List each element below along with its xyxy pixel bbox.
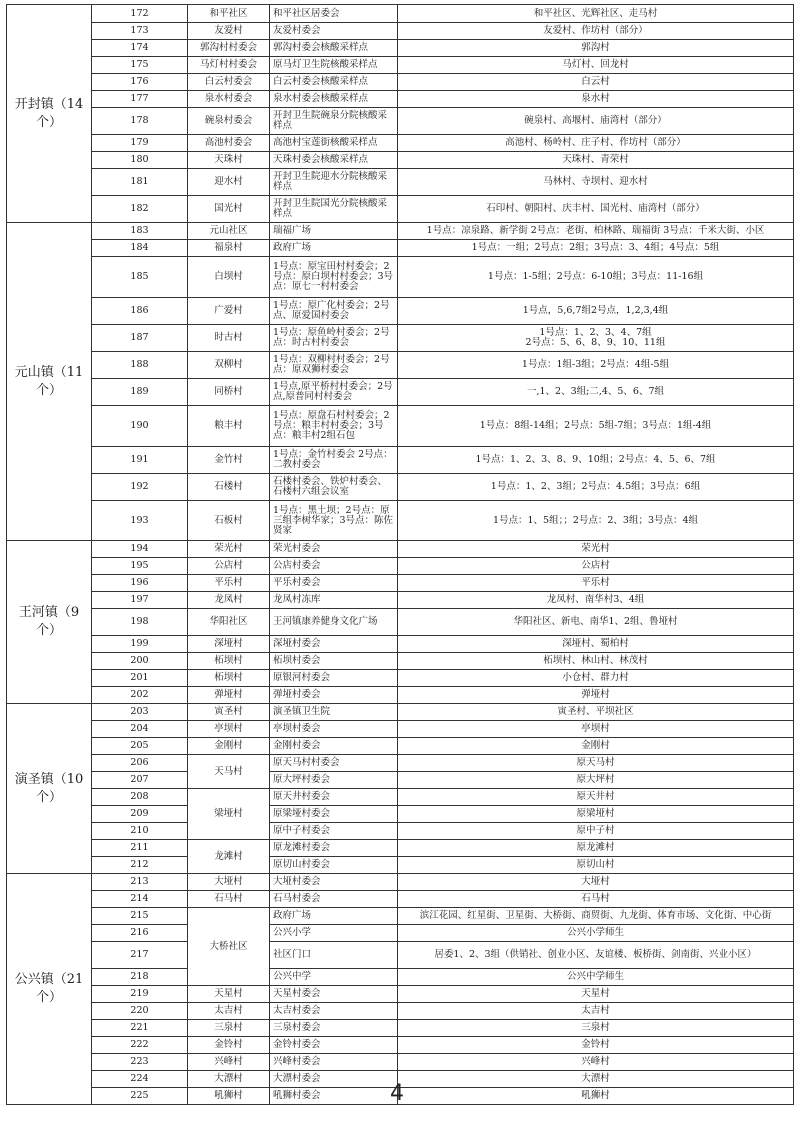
row-number: 200 [92,653,188,670]
sampling-site: 天星村委会 [270,986,398,1003]
row-number: 225 [92,1088,188,1105]
sampling-site: 原天井村委会 [270,789,398,806]
table-row [7,474,794,501]
table-row [7,379,794,406]
coverage-scope: 荣光村 [398,541,794,558]
coverage-scope: 滨江花园、红星街、卫星街、大桥街、商贸街、九龙街、体育市场、文化街、中心街 [398,908,794,925]
sampling-site: 1号点：原广化村委会；2号点、原爱国村委会 [270,298,398,325]
sampling-site: 大垭村委会 [270,874,398,891]
row-number: 221 [92,1020,188,1037]
row-number: 179 [92,135,188,152]
table-row [7,152,794,169]
village-name: 平乐村 [188,575,270,592]
row-number: 192 [92,474,188,501]
town-name: 公兴镇（21个） [7,874,92,1105]
village-name: 友爱村 [188,23,270,40]
table-row [7,5,794,23]
row-number: 203 [92,704,188,721]
coverage-scope: 郭沟村 [398,40,794,57]
table-row [7,558,794,575]
table-row [7,1020,794,1037]
table-row [7,772,794,789]
coverage-scope: 原龙滩村 [398,840,794,857]
coverage-scope: 柘坝村、林山村、林茂村 [398,653,794,670]
village-name: 双柳村 [188,352,270,379]
table-row [7,908,794,925]
coverage-scope: 平乐村 [398,575,794,592]
row-number: 174 [92,40,188,57]
coverage-scope: 1号点：1-5组；2号点：6-10组；3号点：11-16组 [398,257,794,298]
coverage-scope: 原天马村 [398,755,794,772]
coverage-scope: 弹垭村 [398,687,794,704]
village-name: 金铃村 [188,1037,270,1054]
coverage-scope: 原中子村 [398,823,794,840]
sampling-site: 公兴中学 [270,969,398,986]
row-number: 173 [92,23,188,40]
row-number: 220 [92,1003,188,1020]
sampling-site: 高池村宝莲街核酸采样点 [270,135,398,152]
sampling-site: 龙凤村冻库 [270,592,398,609]
coverage-scope: 大漂村 [398,1071,794,1088]
sampling-site: 柘坝村委会 [270,653,398,670]
row-number: 210 [92,823,188,840]
table-row [7,823,794,840]
coverage-scope: 原切山村 [398,857,794,874]
village-name: 华阳社区 [188,609,270,636]
row-number: 189 [92,379,188,406]
sampling-site: 荣光村委会 [270,541,398,558]
village-name: 公店村 [188,558,270,575]
sampling-site: 1号点：原鱼岭村委会；2号点：时古村村委会 [270,325,398,352]
coverage-scope: 1号点：1、2、3、4、7组 2号点：5、6、8、9、10、11组 [398,325,794,352]
table-row [7,653,794,670]
row-number: 207 [92,772,188,789]
village-name: 大漂村 [188,1071,270,1088]
coverage-scope: 公店村 [398,558,794,575]
table-row [7,57,794,74]
row-number: 215 [92,908,188,925]
village-name: 福泉村 [188,240,270,257]
row-number: 181 [92,169,188,196]
sampling-site: 石楼村委会、铁炉村委会、石楼村六组会议室 [270,474,398,501]
coverage-scope: 泉水村 [398,91,794,108]
coverage-scope: 原梁垭村 [398,806,794,823]
row-number: 223 [92,1054,188,1071]
table-row [7,40,794,57]
table-row [7,609,794,636]
coverage-scope: 马林村、寺坝村、迎水村 [398,169,794,196]
sampling-site: 三泉村委会 [270,1020,398,1037]
row-number: 180 [92,152,188,169]
table-row [7,592,794,609]
sampling-site: 1号点：原盘石村村委会；2号点：粮丰村村委会；3号点：粮丰村2组石包 [270,406,398,447]
sampling-site: 开封卫生院国光分院核酸采样点 [270,196,398,223]
sampling-site: 郭沟村委会核酸采样点 [270,40,398,57]
village-name: 大垭村 [188,874,270,891]
coverage-scope: 兴峰村 [398,1054,794,1071]
table-row [7,169,794,196]
table-row [7,541,794,558]
coverage-scope: 白云村 [398,74,794,91]
sampling-site-table [6,4,794,1105]
village-name: 国光村 [188,196,270,223]
sampling-site: 原银河村委会 [270,670,398,687]
coverage-scope: 深垭村、蜀柏村 [398,636,794,653]
sampling-site: 太吉村委会 [270,1003,398,1020]
table-row [7,352,794,379]
table-row [7,135,794,152]
coverage-scope: 金铃村 [398,1037,794,1054]
row-number: 172 [92,5,188,23]
village-name: 粮丰村 [188,406,270,447]
table-row [7,223,794,240]
table-row [7,942,794,969]
row-number: 186 [92,298,188,325]
page-number: 4 [390,1081,404,1106]
table-row [7,857,794,874]
coverage-scope: 和平社区、光辉社区、走马村 [398,5,794,23]
sampling-site: 金刚村委会 [270,738,398,755]
row-number: 197 [92,592,188,609]
village-name: 元山社区 [188,223,270,240]
table-row [7,74,794,91]
village-name: 马灯村村委会 [188,57,270,74]
sampling-site: 和平社区居委会 [270,5,398,23]
row-number: 187 [92,325,188,352]
village-name: 迎水村 [188,169,270,196]
table-row [7,891,794,908]
village-name: 柘坝村 [188,653,270,670]
village-name: 碗泉村委会 [188,108,270,135]
table-row [7,874,794,891]
row-number: 190 [92,406,188,447]
village-name: 柘坝村 [188,670,270,687]
coverage-scope: 公兴小学师生 [398,925,794,942]
row-number: 217 [92,942,188,969]
row-number: 176 [92,74,188,91]
table-row [7,1054,794,1071]
coverage-scope: 寅圣村、平坝社区 [398,704,794,721]
coverage-scope: 碗泉村、高堰村、庙湾村（部分） [398,108,794,135]
sampling-site: 金铃村委会 [270,1037,398,1054]
row-number: 216 [92,925,188,942]
table-row [7,840,794,857]
village-name: 龙凤村 [188,592,270,609]
village-name: 亭坝村 [188,721,270,738]
village-name: 和平社区 [188,5,270,23]
sampling-site: 1号点：双柳村村委会；2号点：原双狮村委会 [270,352,398,379]
village-name: 石楼村 [188,474,270,501]
table-row [7,23,794,40]
village-name: 三泉村 [188,1020,270,1037]
village-name: 时古村 [188,325,270,352]
sampling-site: 原龙滩村委会 [270,840,398,857]
row-number: 222 [92,1037,188,1054]
row-number: 205 [92,738,188,755]
table-row [7,196,794,223]
coverage-scope: 公兴中学师生 [398,969,794,986]
coverage-scope: 1号点：1、2、3、8、9、10组；2号点：4、5、6、7组 [398,447,794,474]
table-row [7,755,794,772]
table-row [7,1037,794,1054]
coverage-scope: 原天井村 [398,789,794,806]
table-row [7,1003,794,1020]
table-row [7,687,794,704]
row-number: 199 [92,636,188,653]
coverage-scope: 1号点：1、2、3组；2号点：4.5组；3号点：6组 [398,474,794,501]
row-number: 213 [92,874,188,891]
sampling-site: 弹垭村委会 [270,687,398,704]
row-number: 175 [92,57,188,74]
village-name: 兴峰村 [188,1054,270,1071]
village-name: 郭沟村村委会 [188,40,270,57]
sampling-site: 开封卫生院迎水分院核酸采样点 [270,169,398,196]
table-row [7,575,794,592]
coverage-scope: 1号点：1、5组；；2号点：2、3组；3号点：4组 [398,501,794,541]
row-number: 188 [92,352,188,379]
row-number: 177 [92,91,188,108]
sampling-site: 亭坝村委会 [270,721,398,738]
table-row [7,108,794,135]
table-row [7,789,794,806]
village-name: 天珠村 [188,152,270,169]
row-number: 191 [92,447,188,474]
row-number: 218 [92,969,188,986]
sampling-site: 公店村委会 [270,558,398,575]
sampling-site: 吼狮村委会 [270,1088,398,1105]
sampling-site: 开封卫生院碗泉分院核酸采样点 [270,108,398,135]
village-name: 寅圣村 [188,704,270,721]
sampling-site: 公兴小学 [270,925,398,942]
row-number: 212 [92,857,188,874]
sampling-site: 深垭村委会 [270,636,398,653]
coverage-scope: 太吉村 [398,1003,794,1020]
table-row [7,406,794,447]
coverage-scope: 小仓村、群力村 [398,670,794,687]
village-name: 白坝村 [188,257,270,298]
coverage-scope: 1号点：一组；2号点：2组；3号点：3、4组；4号点：5组 [398,240,794,257]
village-name: 天马村 [188,755,270,789]
sampling-site: 瑞福广场 [270,223,398,240]
sampling-site: 天珠村委会核酸采样点 [270,152,398,169]
coverage-scope: 高池村、杨岭村、庄子村、作坊村（部分） [398,135,794,152]
coverage-scope: 华阳社区、新电、南华1、2组、鲁垭村 [398,609,794,636]
sampling-site: 石马村委会 [270,891,398,908]
coverage-scope: 天珠村、青荣村 [398,152,794,169]
town-name: 元山镇（11个） [7,223,92,541]
town-name: 开封镇（14个） [7,5,92,223]
row-number: 211 [92,840,188,857]
row-number: 185 [92,257,188,298]
sampling-site: 1号点：原宝田村村委会；2号点：原白坝村村委会；3号点：原七一村村委会 [270,257,398,298]
table-row [7,721,794,738]
table-row [7,636,794,653]
coverage-scope: 友爱村、作坊村（部分） [398,23,794,40]
table-row [7,447,794,474]
village-name: 荣光村 [188,541,270,558]
sampling-site: 友爱村委会 [270,23,398,40]
table-row [7,670,794,687]
coverage-scope: 龙凤村、南华村3、4组 [398,592,794,609]
village-name: 高池村委会 [188,135,270,152]
coverage-scope: 天星村 [398,986,794,1003]
row-number: 208 [92,789,188,806]
row-number: 195 [92,558,188,575]
table-row [7,986,794,1003]
sampling-site: 1号点,原平桥村村委会；2号点,原普同村村委会 [270,379,398,406]
table-row [7,91,794,108]
row-number: 209 [92,806,188,823]
village-name: 太吉村 [188,1003,270,1020]
village-name: 金竹村 [188,447,270,474]
town-name: 演圣镇（10个） [7,704,92,874]
village-name: 天星村 [188,986,270,1003]
table-row [7,925,794,942]
table-row [7,257,794,298]
row-number: 206 [92,755,188,772]
sampling-site: 政府广场 [270,908,398,925]
coverage-scope: 金刚村 [398,738,794,755]
sampling-site: 1号点：黑土坝；2号点：原三组李树华家；3号点：陈佐贤家 [270,501,398,541]
row-number: 183 [92,223,188,240]
row-number: 214 [92,891,188,908]
coverage-scope: 吼狮村 [398,1088,794,1105]
sampling-site: 原切山村委会 [270,857,398,874]
village-name: 同桥村 [188,379,270,406]
village-name: 石板村 [188,501,270,541]
coverage-scope: 三泉村 [398,1020,794,1037]
coverage-scope: 1号点：1组-3组；2号点：4组-5组 [398,352,794,379]
row-number: 194 [92,541,188,558]
row-number: 196 [92,575,188,592]
village-name: 吼狮村 [188,1088,270,1105]
sampling-site: 原天马村村委会 [270,755,398,772]
table-row [7,298,794,325]
row-number: 182 [92,196,188,223]
village-name: 泉水村委会 [188,91,270,108]
row-number: 178 [92,108,188,135]
sampling-site: 1号点：金竹村委会 2号点：二教村委会 [270,447,398,474]
sampling-site: 原大坪村委会 [270,772,398,789]
coverage-scope: 居委1、2、3组（供销社、创业小区、友谊楼、板桥街、剑南街、兴业小区） [398,942,794,969]
sampling-site: 原马灯卫生院核酸采样点 [270,57,398,74]
coverage-scope: 原大坪村 [398,772,794,789]
coverage-scope: 1号点：8组-14组；2号点：5组-7组；3号点：1组-4组 [398,406,794,447]
sampling-site: 大漂村委会 [270,1071,398,1088]
sampling-site: 泉水村委会核酸采样点 [270,91,398,108]
village-name: 广爱村 [188,298,270,325]
row-number: 204 [92,721,188,738]
sampling-site: 社区门口 [270,942,398,969]
coverage-scope: 1号点：凉泉路、新学街 2号点：老街、柏林路、瑞福街 3号点：千米大街、小区 [398,223,794,240]
coverage-scope: 马灯村、回龙村 [398,57,794,74]
sampling-site: 王河镇康养健身文化广场 [270,609,398,636]
village-name: 龙滩村 [188,840,270,874]
row-number: 201 [92,670,188,687]
row-number: 219 [92,986,188,1003]
coverage-scope: 1号点，5,6,7组2号点，1,2,3,4组 [398,298,794,325]
row-number: 224 [92,1071,188,1088]
sampling-site: 演圣镇卫生院 [270,704,398,721]
village-name: 深垭村 [188,636,270,653]
table-row [7,806,794,823]
village-name: 弹垭村 [188,687,270,704]
coverage-scope: 亭坝村 [398,721,794,738]
table-body [7,5,794,1105]
village-name: 梁垭村 [188,789,270,840]
table-row [7,704,794,721]
row-number: 184 [92,240,188,257]
table-row [7,240,794,257]
coverage-scope: 石印村、朝阳村、庆丰村、国光村、庙湾村（部分） [398,196,794,223]
village-name: 金刚村 [188,738,270,755]
village-name: 白云村委会 [188,74,270,91]
coverage-scope: 一,1、2、3组;二,4、5、6、7组 [398,379,794,406]
row-number: 198 [92,609,188,636]
sampling-site: 白云村委会核酸采样点 [270,74,398,91]
coverage-scope: 石马村 [398,891,794,908]
coverage-scope: 大垭村 [398,874,794,891]
table-row [7,969,794,986]
table-row [7,325,794,352]
town-name: 王河镇（9个） [7,541,92,704]
village-name: 大桥社区 [188,908,270,986]
sampling-site: 政府广场 [270,240,398,257]
sampling-site: 原中子村委会 [270,823,398,840]
sampling-site: 原梁垭村委会 [270,806,398,823]
sampling-site: 兴峰村委会 [270,1054,398,1071]
table-row [7,738,794,755]
sampling-site: 平乐村委会 [270,575,398,592]
row-number: 193 [92,501,188,541]
village-name: 石马村 [188,891,270,908]
table-row [7,501,794,541]
row-number: 202 [92,687,188,704]
